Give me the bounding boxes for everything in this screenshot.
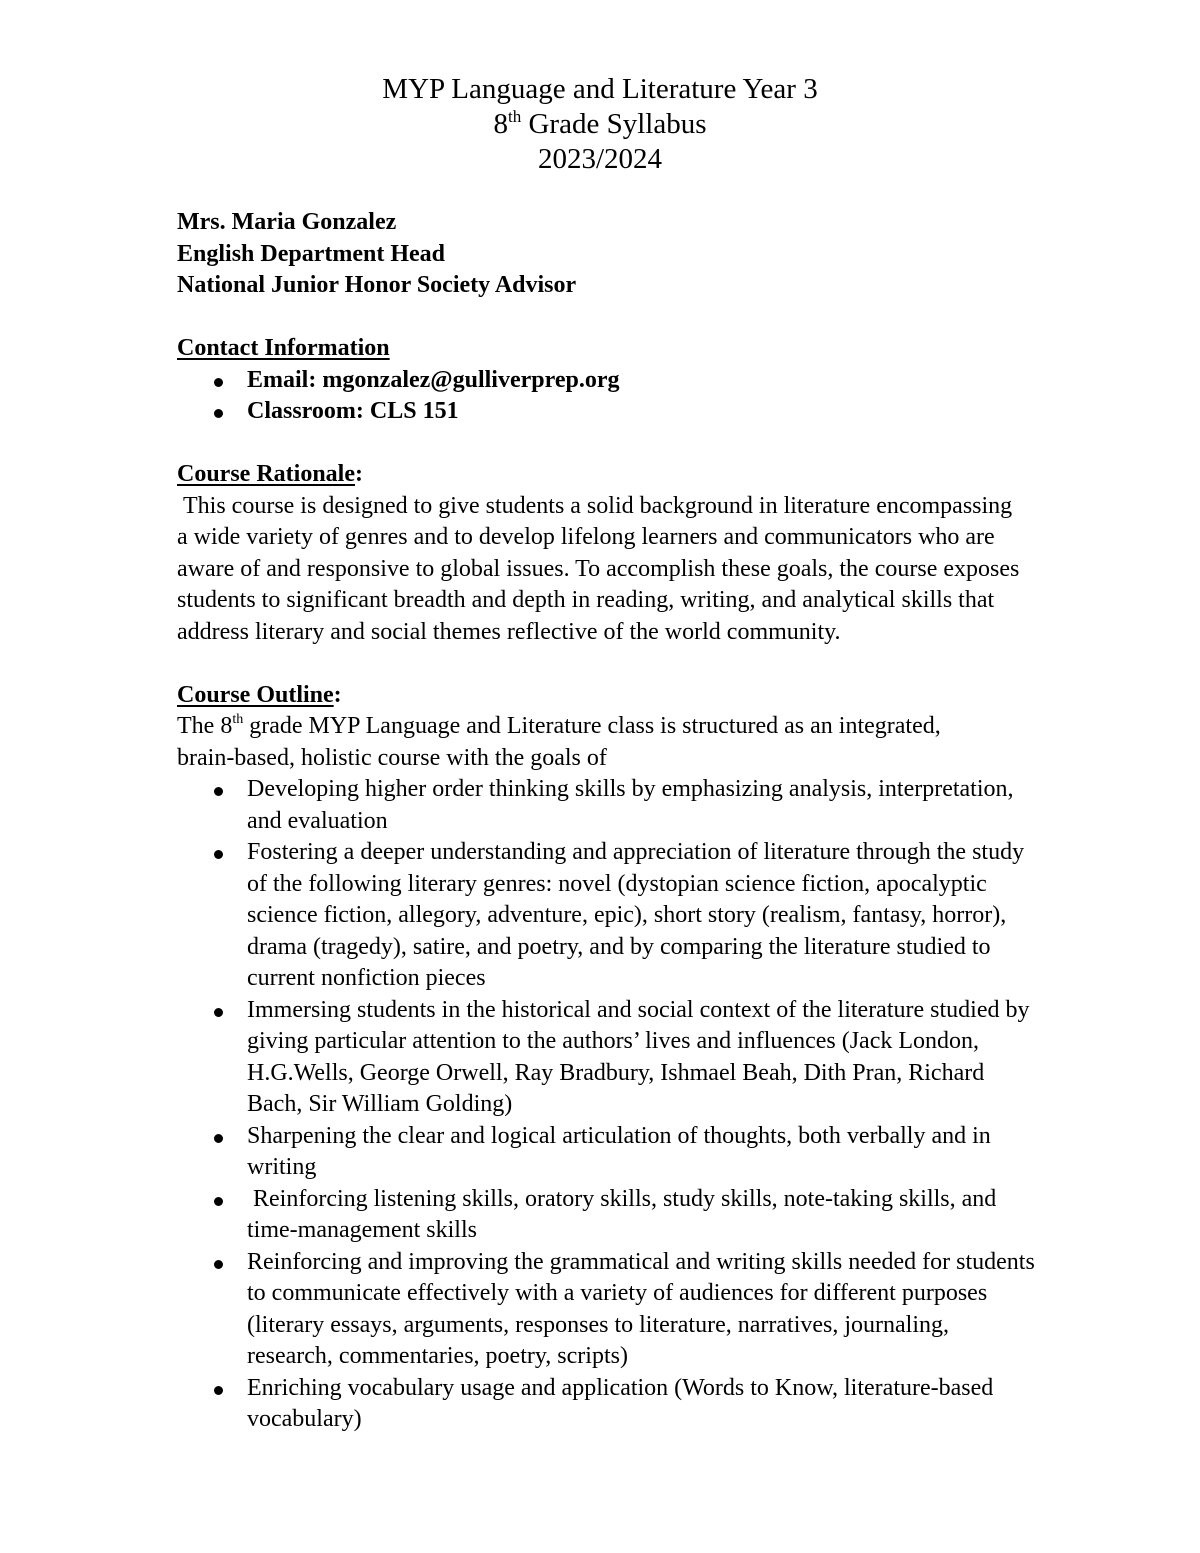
outline-goals-list xyxy=(177,774,1037,1436)
grade-number: 8 xyxy=(493,108,508,140)
list-item: Reinforcing and improving the grammatical and writing skills needed for students to communicate effectively with a variety of audiences for different purposes (literary essays, arguments, responses to literature, narratives, journaling, research, commentaries, poetry, scripts) xyxy=(177,1247,1037,1373)
contact-classroom: Classroom: CLS 151 xyxy=(247,398,459,424)
list-item: Enriching vocabulary usage and application (Words to Know, literature-based vocabulary) xyxy=(177,1373,1037,1436)
grade-syllabus-title xyxy=(0,107,1200,142)
grade-ordinal-suffix: th xyxy=(508,107,522,126)
bullet-icon xyxy=(214,1134,223,1143)
bullet-icon xyxy=(214,1260,223,1269)
document-body xyxy=(177,207,1037,1436)
bullet-icon xyxy=(214,1008,223,1017)
list-item: Developing higher order thinking skills by emphasizing analysis, interpretation, and evaluation xyxy=(177,774,1037,837)
contact-heading: Contact Information xyxy=(177,335,390,361)
document-title xyxy=(0,72,1200,177)
rationale-text: This course is designed to give students a solid background in literature encompassing a wide variety of genres and to develop lifelong learners and communicators who are aware of and responsive to global issues. To accomplish these goals, the course exposes students to significant breadth and depth in reading, writing, and analytical skills that address literary and social themes reflective of the world community. xyxy=(177,492,1026,645)
bullet-icon xyxy=(214,1386,223,1395)
bullet-icon xyxy=(214,378,223,387)
teacher-name: Mrs. Maria Gonzalez xyxy=(177,209,397,235)
bullet-icon xyxy=(214,1197,223,1206)
syllabus-label: Grade Syllabus xyxy=(521,108,707,140)
outline-heading: Course Outline: xyxy=(177,681,342,708)
rationale-heading: Course Rationale: xyxy=(177,461,363,487)
teacher-role-advisor: National Junior Honor Society Advisor xyxy=(177,272,577,298)
bullet-icon xyxy=(214,850,223,859)
course-title: MYP Language and Literature Year 3 xyxy=(382,73,818,105)
teacher-role-department-head: English Department Head xyxy=(177,240,446,267)
list-item: Fostering a deeper understanding and appreciation of literature through the study of the following literary genres: novel (dystopian science fiction, apocalyptic science fiction, allegory, adventure, epic), short story (realism, fantasy, horror), drama (tragedy), satire, and poetry, and by comparing the literature studied to current nonfiction pieces xyxy=(177,837,1037,995)
school-year: 2023/2024 xyxy=(537,143,663,175)
list-item: Immersing students in the historical and social context of the literature studied by giving particular attention to the authors’ lives and influences (Jack London, H.G.Wells, George Orwell, Ray Bradbury, Ishmael Beah, Dith Pran, Richard Bach, Sir William Golding) xyxy=(177,995,1037,1121)
contact-email: Email: mgonzalez@gulliverprep.org xyxy=(247,366,620,393)
contact-email-item xyxy=(177,365,1037,397)
outline-intro: The 8th grade MYP Language and Literature class is structured as an integrated, brain-based, holistic course with the goals of xyxy=(177,712,941,771)
contact-list xyxy=(177,365,1037,428)
list-item: Reinforcing listening skills, oratory skills, study skills, note-taking skills, and time-management skills xyxy=(177,1184,1037,1247)
contact-classroom-item xyxy=(177,396,1037,428)
list-item: Sharpening the clear and logical articulation of thoughts, both verbally and in writing xyxy=(177,1121,1037,1184)
bullet-icon xyxy=(214,787,223,796)
bullet-icon xyxy=(214,409,223,418)
